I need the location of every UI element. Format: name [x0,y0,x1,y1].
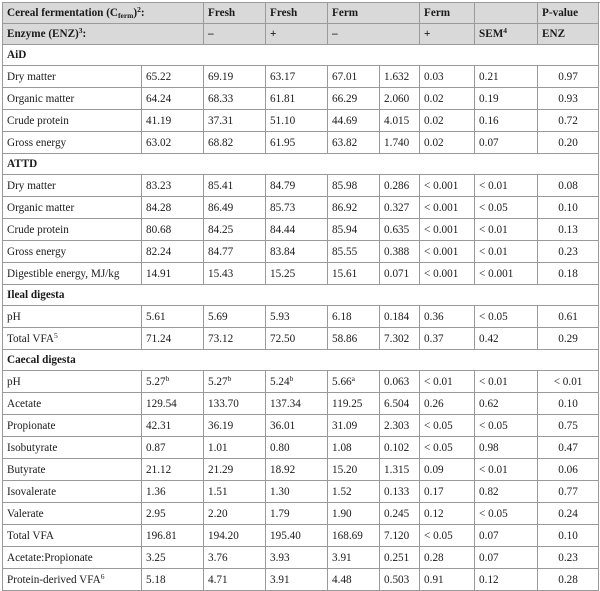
pvalue-interaction-cell: 0.18 [538,263,599,285]
value-cell: 63.82 [328,132,380,154]
value-cell: 58.86 [328,328,380,350]
pvalue-interaction-cell: 0.29 [538,328,599,350]
section-title-row [3,45,599,66]
pvalue-interaction-cell: 0.75 [538,415,599,437]
pvalue-enz-cell: < 0.001 [420,241,475,263]
sem-cell: 2.060 [380,88,420,110]
value-cell: 1.51 [204,481,266,503]
table-row [3,481,599,503]
pvalue-enz-cell: < 0.05 [420,437,475,459]
header-sem: SEM$^4$ [475,24,538,45]
value-cell: 5.69 [204,306,266,328]
pvalue-interaction-cell: 0.10 [538,197,599,219]
pvalue-enz-cell: < 0.001 [420,219,475,241]
pvalue-cferm-cell: 0.07 [475,547,538,569]
value-cell: 1.90 [328,503,380,525]
value-cell: 67.01 [328,66,380,88]
pvalue-interaction-cell: 0.61 [538,306,599,328]
header-enzyme-fresh-minus: – [204,24,266,45]
value-cell: 2.95 [142,503,204,525]
value-cell: 36.19 [204,415,266,437]
header-ferm-1: Ferm [328,3,420,24]
header-pvalue: P-value [538,3,599,24]
value-cell: 61.95 [266,132,328,154]
value-cell: 195.40 [266,525,328,547]
value-cell: 73.12 [204,328,266,350]
pvalue-interaction-cell: 0.28 [538,569,599,591]
pvalue-interaction-cell: 0.13 [538,219,599,241]
section-aid [3,45,599,154]
value-cell: 15.25 [266,263,328,285]
pvalue-cferm-cell: 0.07 [475,525,538,547]
row-label: Valerate [3,503,142,525]
table-row [3,132,599,154]
sem-cell: 1.315 [380,459,420,481]
value-cell: 18.92 [266,459,328,481]
sem-cell: 0.071 [380,263,420,285]
value-cell: 82.24 [142,241,204,263]
table-row [3,88,599,110]
row-label: Propionate [3,415,142,437]
pvalue-cferm-cell: 0.07 [475,132,538,154]
pvalue-enz-cell: < 0.01 [420,371,475,393]
header-fresh-1: Fresh [204,3,266,24]
table-row [3,437,599,459]
value-cell: 80.68 [142,219,204,241]
table-row [3,328,599,350]
section-title: Ileal digesta [3,285,599,306]
sem-cell: 0.388 [380,241,420,263]
table-row [3,569,599,591]
header-enzyme-fresh-plus: + [266,24,328,45]
value-cell: 36.01 [266,415,328,437]
table-row [3,525,599,547]
value-cell: 6.18 [328,306,380,328]
pvalue-cferm-cell: 0.82 [475,481,538,503]
table-row [3,459,599,481]
table-row [3,263,599,285]
pvalue-enz-cell: 0.91 [420,569,475,591]
header-row-cereal-fermentation [3,3,599,24]
section-title-row [3,350,599,371]
sem-cell: 0.327 [380,197,420,219]
pvalue-enz-cell: < 0.001 [420,197,475,219]
pvalue-enz-cell: 0.09 [420,459,475,481]
value-cell: 3.25 [142,547,204,569]
value-cell: 65.22 [142,66,204,88]
section-title-row [3,285,599,306]
sem-cell: 1.632 [380,66,420,88]
value-cell: 5.61 [142,306,204,328]
pvalue-enz-cell: 0.17 [420,481,475,503]
pvalue-enz-cell: 0.28 [420,547,475,569]
value-cell: 5.18 [142,569,204,591]
pvalue-interaction-cell: 0.24 [538,503,599,525]
value-cell: 196.81 [142,525,204,547]
table-row [3,241,599,263]
value-cell: 15.43 [204,263,266,285]
sem-cell: 4.015 [380,110,420,132]
header-enzyme-ferm-minus: – [328,24,420,45]
pvalue-interaction-cell: 0.77 [538,481,599,503]
sem-cell: 7.302 [380,328,420,350]
pvalue-cferm-cell: < 0.01 [475,371,538,393]
table-row [3,415,599,437]
header-row-enzyme [3,24,599,45]
value-cell: 5.27$^b$ [142,371,204,393]
pvalue-cferm-cell: < 0.05 [475,415,538,437]
value-cell: 68.33 [204,88,266,110]
pvalue-enz-cell: 0.02 [420,110,475,132]
header-ferm-2: Ferm [420,3,475,24]
value-cell: 84.77 [204,241,266,263]
pvalue-interaction-cell: 0.97 [538,66,599,88]
pvalue-cferm-cell: < 0.05 [475,306,538,328]
row-label: Gross energy [3,132,142,154]
sem-cell: 0.133 [380,481,420,503]
pvalue-cferm-cell: 0.16 [475,110,538,132]
table-row [3,503,599,525]
value-cell: 63.17 [266,66,328,88]
table-row [3,219,599,241]
table-row [3,547,599,569]
section-title: ATTD [3,154,599,175]
pvalue-cferm-cell: 0.21 [475,66,538,88]
row-label: Dry matter [3,175,142,197]
value-cell: 42.31 [142,415,204,437]
row-label: Crude protein [3,219,142,241]
sem-cell: 1.740 [380,132,420,154]
value-cell: 69.19 [204,66,266,88]
sem-cell: 0.286 [380,175,420,197]
pvalue-enz-cell: 0.37 [420,328,475,350]
row-label: Butyrate [3,459,142,481]
value-cell: 1.36 [142,481,204,503]
section-title-row [3,154,599,175]
row-label: Dry matter [3,66,142,88]
value-cell: 15.61 [328,263,380,285]
value-cell: 3.91 [266,569,328,591]
value-cell: 2.20 [204,503,266,525]
value-cell: 37.31 [204,110,266,132]
value-cell: 85.41 [204,175,266,197]
value-cell: 72.50 [266,328,328,350]
value-cell: 1.52 [328,481,380,503]
value-cell: 14.91 [142,263,204,285]
pvalue-enz-cell: 0.02 [420,132,475,154]
pvalue-cferm-cell: 0.98 [475,437,538,459]
pvalue-enz-cell: 0.26 [420,393,475,415]
table-row [3,175,599,197]
value-cell: 129.54 [142,393,204,415]
pvalue-interaction-cell: < 0.01 [538,371,599,393]
pvalue-enz-cell: < 0.001 [420,175,475,197]
pvalue-interaction-cell: 0.06 [538,459,599,481]
pvalue-enz-cell: 0.03 [420,66,475,88]
row-label: Organic matter [3,88,142,110]
sem-cell: 0.245 [380,503,420,525]
value-cell: 84.79 [266,175,328,197]
pvalue-enz-cell: 0.02 [420,88,475,110]
section-caecal-digesta [3,350,599,591]
value-cell: 83.23 [142,175,204,197]
value-cell: 0.87 [142,437,204,459]
pvalue-cferm-cell: 0.12 [475,569,538,591]
pvalue-cferm-cell: < 0.05 [475,503,538,525]
header-fresh-2: Fresh [266,3,328,24]
value-cell: 5.93 [266,306,328,328]
value-cell: 1.01 [204,437,266,459]
value-cell: 41.19 [142,110,204,132]
header-cereal-fermentation-label: Cereal fermentation $(C_{ferm})^2$: [3,3,204,24]
value-cell: 1.79 [266,503,328,525]
sem-cell: 0.635 [380,219,420,241]
row-label: Isovalerate [3,481,142,503]
row-label: Total VFA [3,525,142,547]
value-cell: 85.55 [328,241,380,263]
row-label: Acetate [3,393,142,415]
value-cell: 21.29 [204,459,266,481]
value-cell: 5.27$^b$ [204,371,266,393]
value-cell: 44.69 [328,110,380,132]
value-cell: 1.08 [328,437,380,459]
pvalue-cferm-cell: 0.62 [475,393,538,415]
header-blank [475,3,538,24]
sem-cell: 7.120 [380,525,420,547]
value-cell: 51.10 [266,110,328,132]
row-label: pH [3,306,142,328]
value-cell: 194.20 [204,525,266,547]
table-row [3,197,599,219]
value-cell: 5.24$^b$ [266,371,328,393]
table-row [3,110,599,132]
value-cell: 83.84 [266,241,328,263]
pvalue-cferm-cell: < 0.05 [475,197,538,219]
value-cell: 68.82 [204,132,266,154]
row-label: Isobutyrate [3,437,142,459]
value-cell: 21.12 [142,459,204,481]
section-title: Caecal digesta [3,350,599,371]
value-cell: 31.09 [328,415,380,437]
row-label: Protein-derived VFA$^6$ [3,569,142,591]
section-title: AiD [3,45,599,66]
row-label: Total VFA$^5$ [3,328,142,350]
value-cell: 85.98 [328,175,380,197]
pvalue-interaction-cell: 0.10 [538,393,599,415]
sem-cell: 0.184 [380,306,420,328]
value-cell: 84.28 [142,197,204,219]
value-cell: 85.94 [328,219,380,241]
row-label: Gross energy [3,241,142,263]
value-cell: 4.71 [204,569,266,591]
pvalue-enz-cell: < 0.05 [420,525,475,547]
value-cell: 84.25 [204,219,266,241]
value-cell: 119.25 [328,393,380,415]
table-row [3,393,599,415]
sem-cell: 6.504 [380,393,420,415]
pvalue-cferm-cell: < 0.01 [475,175,538,197]
row-label: Digestible energy, MJ/kg [3,263,142,285]
pvalue-interaction-cell: 0.47 [538,437,599,459]
pvalue-enz-cell: < 0.001 [420,263,475,285]
value-cell: 0.80 [266,437,328,459]
header-enzyme-label: Enzyme (ENZ)$^3$: [3,24,204,45]
sem-cell: 0.503 [380,569,420,591]
sem-cell: 0.251 [380,547,420,569]
value-cell: 1.30 [266,481,328,503]
pvalue-cferm-cell: < 0.001 [475,263,538,285]
value-cell: 3.76 [204,547,266,569]
sem-cell: 0.102 [380,437,420,459]
value-cell: 85.73 [266,197,328,219]
pvalue-interaction-cell: 0.23 [538,241,599,263]
value-cell: 66.29 [328,88,380,110]
sem-cell: 2.303 [380,415,420,437]
pvalue-cferm-cell: < 0.01 [475,241,538,263]
value-cell: 84.44 [266,219,328,241]
value-cell: 71.24 [142,328,204,350]
row-label: Acetate:Propionate [3,547,142,569]
value-cell: 5.66$^a$ [328,371,380,393]
value-cell: 64.24 [142,88,204,110]
value-cell: 168.69 [328,525,380,547]
value-cell: 4.48 [328,569,380,591]
pvalue-enz-cell: 0.36 [420,306,475,328]
table-row [3,306,599,328]
value-cell: 63.02 [142,132,204,154]
value-cell: 137.34 [266,393,328,415]
header-enzyme-ferm-plus: + [420,24,475,45]
pvalue-interaction-cell: 0.10 [538,525,599,547]
header-enz: ENZ [538,24,599,45]
value-cell: 3.91 [328,547,380,569]
value-cell: 3.93 [266,547,328,569]
section-ileal-digesta [3,285,599,350]
pvalue-interaction-cell: 0.20 [538,132,599,154]
table-row [3,66,599,88]
pvalue-cferm-cell: 0.19 [475,88,538,110]
pvalue-interaction-cell: 0.72 [538,110,599,132]
value-cell: 133.70 [204,393,266,415]
value-cell: 86.92 [328,197,380,219]
pvalue-interaction-cell: 0.08 [538,175,599,197]
pvalue-interaction-cell: 0.23 [538,547,599,569]
section-attd [3,154,599,285]
pvalue-enz-cell: 0.12 [420,503,475,525]
pvalue-cferm-cell: 0.42 [475,328,538,350]
pvalue-cferm-cell: < 0.01 [475,459,538,481]
pvalue-interaction-cell: 0.93 [538,88,599,110]
value-cell: 86.49 [204,197,266,219]
table-row [3,371,599,393]
sem-cell: 0.063 [380,371,420,393]
value-cell: 15.20 [328,459,380,481]
results-table [2,2,599,591]
row-label: Organic matter [3,197,142,219]
row-label: Crude protein [3,110,142,132]
value-cell: 61.81 [266,88,328,110]
pvalue-cferm-cell: < 0.01 [475,219,538,241]
row-label: pH [3,371,142,393]
pvalue-enz-cell: < 0.05 [420,415,475,437]
